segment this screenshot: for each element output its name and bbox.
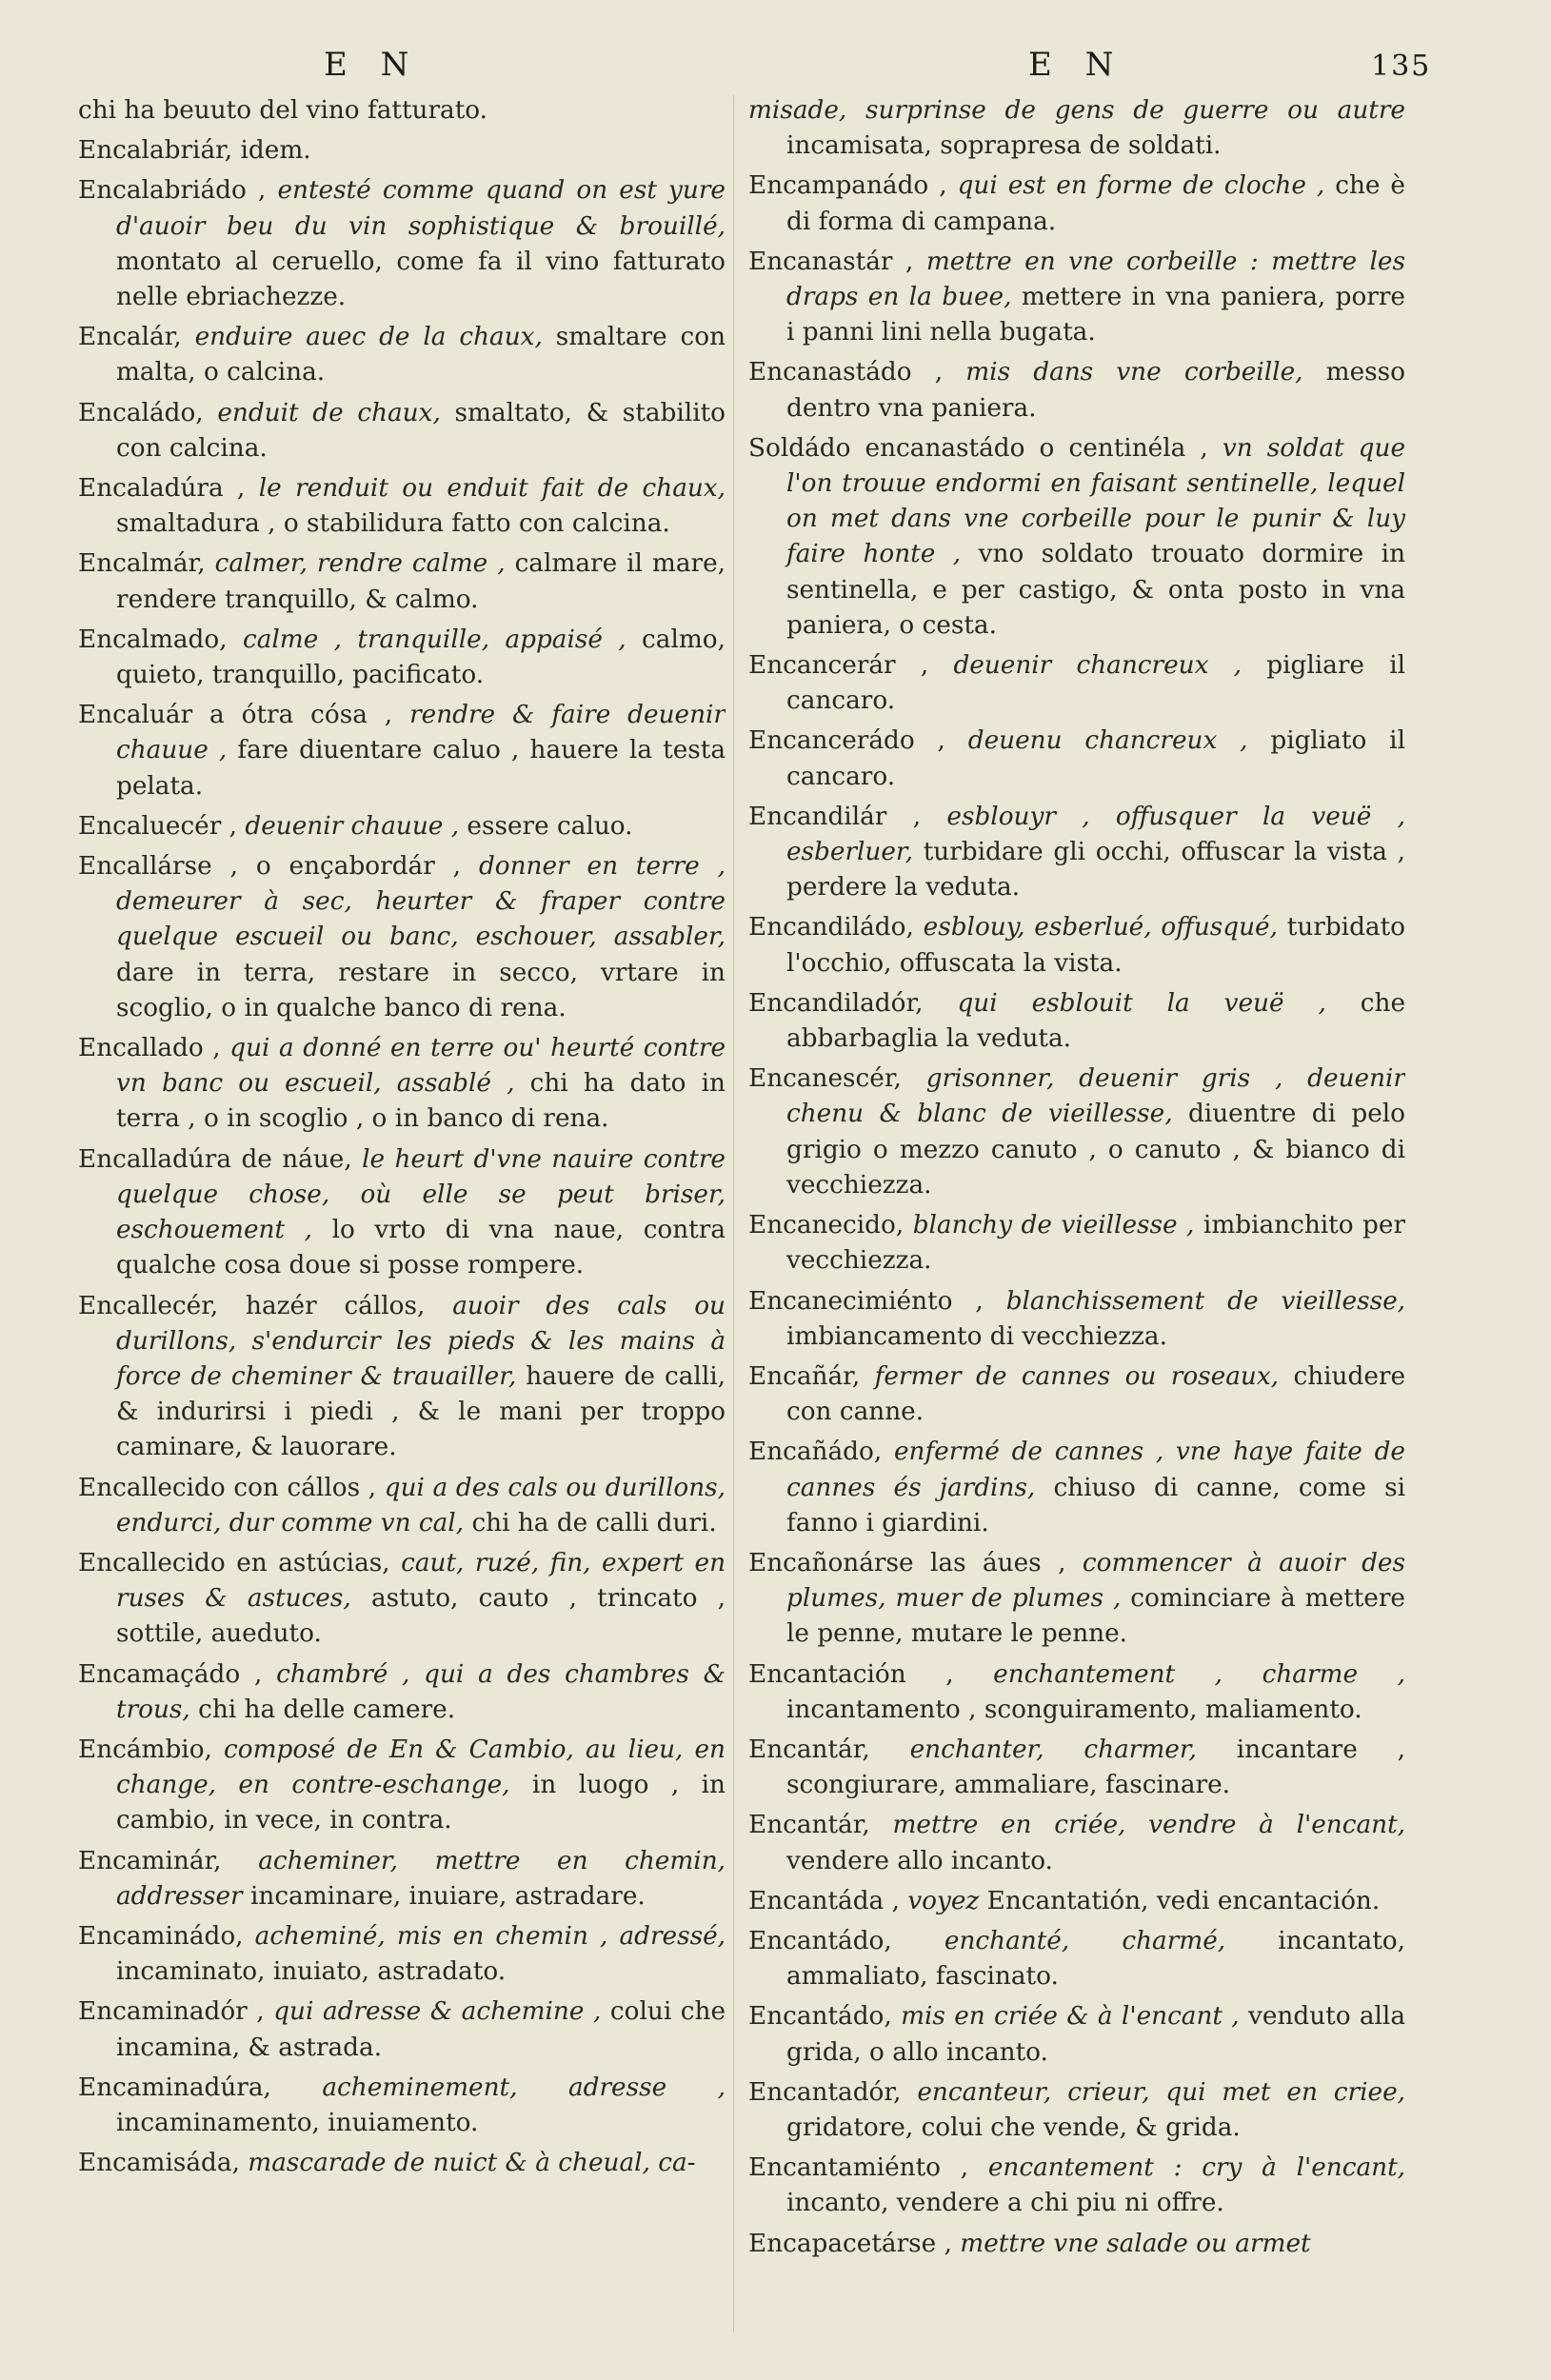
french-gloss: entesté comme quand on est yure d'auoir beu du vin sophistique & brouillé,	[116, 176, 726, 241]
dictionary-entry	[748, 1208, 1405, 1279]
italian-gloss: imbiancamento di vecchiezza.	[786, 1321, 1167, 1351]
dictionary-entry	[748, 648, 1405, 719]
dictionary-entry	[78, 1142, 726, 1284]
italian-gloss: messo dentro vna paniera.	[786, 358, 1405, 423]
french-gloss: donner en terre , demeurer à sec, heurter & fraper contre quelque escueil ou banc, eschouer, assabler,	[116, 852, 726, 952]
headword: Encalmado,	[78, 625, 228, 654]
italian-gloss: turbidato l'occhio, offuscata la vista.	[786, 913, 1405, 978]
french-gloss: voyez	[907, 1886, 980, 1915]
italian-gloss: smaltadura , o stabilidura fatto con calcina.	[116, 509, 670, 539]
italian-gloss: montato al ceruello, come fa il vino fatturato nelle ebriachezze.	[116, 247, 726, 312]
running-head-left: E N	[324, 46, 421, 84]
french-gloss: acheminer, mettre en chemin, addresser	[116, 1846, 726, 1911]
dictionary-entry	[748, 724, 1405, 794]
headword: Encalmár,	[78, 549, 206, 579]
headword: Encañádo,	[748, 1438, 883, 1467]
french-gloss: encantement : cry à l'encant,	[987, 2153, 1405, 2183]
headword: Encandilár ,	[748, 802, 922, 831]
dictionary-entry	[748, 1808, 1405, 1878]
french-gloss: auoir des cals ou durillons, s'endurcir les pieds & les mains à force de cheminer & trauailler,	[116, 1291, 726, 1391]
dictionary-entry	[748, 169, 1405, 239]
french-gloss: enfermé de cannes , vne haye faite de cannes és jardins,	[786, 1438, 1405, 1502]
dictionary-entry	[748, 1999, 1405, 2070]
french-gloss: mettre en criée, vendre à l'encant,	[892, 1811, 1405, 1840]
dictionary-entry	[748, 1657, 1405, 1728]
headword: Encaluár a ótra cósa ,	[78, 701, 393, 730]
french-gloss: qui a donné en terre ou' heurté contre vn banc ou escueil, assablé ,	[116, 1034, 726, 1099]
dictionary-entry	[78, 546, 726, 617]
italian-gloss: imbianchito per vecchiezza.	[786, 1211, 1405, 1276]
page-number: 135	[1371, 50, 1432, 83]
italian-gloss: essere caluo.	[467, 811, 633, 841]
italian-gloss: mettere in vna paniera, porre i panni lini nella bugata.	[786, 283, 1405, 347]
dictionary-entry	[748, 1733, 1405, 1803]
french-gloss: calmer, rendre calme ,	[214, 549, 506, 579]
french-gloss: qui est en forme de cloche ,	[957, 171, 1325, 201]
dictionary-entry	[78, 1546, 726, 1653]
italian-gloss: lo vrto di vna naue, contra qualche cosa doue si posse rompere.	[116, 1216, 726, 1280]
italian-gloss: venduto alla grida, o allo incanto.	[786, 2002, 1405, 2067]
headword: chi ha beuuto del vino fatturato.	[78, 96, 488, 125]
dictionary-entry	[78, 396, 726, 466]
dictionary-entry	[748, 1284, 1405, 1355]
headword: Encallecido en astúcias,	[78, 1548, 390, 1577]
headword: Encaládo,	[78, 398, 204, 427]
dictionary-entry	[78, 1733, 726, 1839]
headword: Encantamiénto ,	[748, 2153, 969, 2183]
french-gloss: chambré , qui a des chambres & trous,	[116, 1659, 726, 1724]
french-gloss: caut, ruzé, fin, expert en ruses & astuces,	[116, 1548, 726, 1614]
french-gloss: fermer de cannes ou roseaux,	[874, 1361, 1280, 1391]
italian-gloss: incaminamento, inuiamento.	[116, 2108, 479, 2137]
headword: Encámbio,	[78, 1735, 212, 1764]
dictionary-entry	[748, 910, 1405, 981]
headword: Encalladúra de náue,	[78, 1144, 352, 1174]
dictionary-entry	[748, 2075, 1405, 2146]
italian-gloss: turbidare gli occhi, offuscar la vista , perdere la veduta.	[786, 838, 1405, 902]
french-gloss: blanchissement de vieillesse,	[1005, 1286, 1405, 1316]
dictionary-entry	[748, 1924, 1405, 1994]
italian-gloss: cominciare à mettere le penne, mutare le penne.	[786, 1584, 1405, 1649]
italian-gloss: incantato, ammaliato, fascinato.	[786, 1926, 1405, 1992]
french-gloss: enduit de chaux,	[217, 398, 441, 427]
italian-gloss: Encantatión, vedi encantación.	[986, 1886, 1381, 1915]
italian-gloss: calmare il mare, rendere tranquillo, & calmo.	[116, 549, 726, 614]
dictionary-entry	[748, 2151, 1405, 2221]
dictionary-entry	[78, 2071, 726, 2141]
french-gloss: le heurt d'vne nauire contre quelque chose, où elle se peut briser, eschouement ,	[116, 1144, 726, 1245]
french-gloss: mis dans vne corbeille,	[965, 358, 1303, 387]
headword: Encamisáda,	[78, 2149, 240, 2178]
french-gloss: mettre vne salade ou armet	[960, 2229, 1311, 2258]
headword: Encaminár,	[78, 1846, 222, 1875]
french-gloss: rendre & faire deuenir chauue ,	[116, 701, 726, 765]
french-gloss: commencer à auoir des plumes, muer de plumes ,	[786, 1548, 1405, 1614]
french-gloss: mis en criée & à l'encant ,	[901, 2002, 1240, 2032]
italian-gloss: vno soldato trouato dormire in sentinella, e per castigo, & onta posto in vna paniera, o cesta.	[786, 540, 1405, 640]
headword: Encaminádo,	[78, 1921, 244, 1951]
headword: Encantación ,	[748, 1659, 954, 1689]
dictionary-entry	[78, 1471, 726, 1541]
dictionary-entry	[748, 1884, 1405, 1919]
headword: Encancerádo ,	[748, 726, 945, 756]
dictionary-entry	[78, 1844, 726, 1914]
headword: Encancerár ,	[748, 651, 929, 681]
french-gloss: le renduit ou enduit fait de chaux,	[258, 474, 726, 504]
italian-gloss: gridatore, colui che vende, & grida.	[786, 2112, 1241, 2142]
french-gloss: blanchy de vieillesse ,	[912, 1211, 1195, 1240]
headword: Encaminadór ,	[78, 1997, 265, 2027]
french-gloss: deuenu chancreux ,	[967, 726, 1248, 756]
dictionary-entry	[748, 986, 1405, 1057]
headword: Soldádo encanastádo o centinéla ,	[748, 433, 1208, 463]
headword: Encallárse , o ençabordár ,	[78, 852, 462, 882]
french-gloss: deuenir chauue ,	[245, 811, 460, 841]
dictionary-entry	[78, 698, 726, 804]
dictionary-entry	[748, 1061, 1405, 1203]
dictionary-entry	[748, 93, 1405, 164]
french-gloss: acheminement, adresse ,	[322, 2073, 726, 2102]
headword: Encandiladór,	[748, 988, 924, 1018]
italian-gloss: diuentre di pelo grigio o mezzo canuto , o canuto , & bianco di vecchiezza.	[786, 1100, 1405, 1200]
headword: Encañonárse las áues ,	[748, 1548, 1066, 1577]
italian-gloss: chi ha de calli duri.	[471, 1508, 717, 1537]
italian-gloss: incaminato, inuiato, astradato.	[116, 1957, 507, 1987]
headword: Encantáda ,	[748, 1886, 900, 1915]
french-gloss: encanteur, crieur, qui met en criee,	[917, 2077, 1405, 2107]
french-gloss: grisonner, deuenir gris , deuenir chenu & blanc de vieillesse,	[786, 1064, 1405, 1129]
french-gloss: qui a des cals ou durillons, endurci, dur comme vn cal,	[116, 1473, 726, 1537]
french-gloss: misade, surprinse de gens de guerre ou autre	[748, 96, 1405, 125]
french-gloss: enchanter, charmer,	[909, 1735, 1197, 1764]
headword: Encallado ,	[78, 1034, 221, 1063]
headword: Encanastádo ,	[748, 358, 944, 387]
headword: Encañár,	[748, 1361, 861, 1391]
headword: Encanastár ,	[748, 247, 914, 276]
dictionary-entry	[78, 320, 726, 390]
headword: Encaluecér ,	[78, 811, 238, 841]
french-gloss: acheminé, mis en chemin , adressé,	[254, 1921, 726, 1951]
french-gloss: enduire auec de la chaux,	[194, 323, 543, 352]
dictionary-entry	[78, 93, 726, 129]
headword: Encantár,	[748, 1811, 870, 1840]
headword: Encantádo,	[748, 2002, 892, 2032]
italian-gloss: chi ha delle camere.	[198, 1695, 456, 1724]
french-gloss: esblouy, esberlué, offusqué,	[923, 913, 1278, 942]
dictionary-entry	[78, 809, 726, 844]
right-column	[748, 93, 1405, 2350]
italian-gloss: in luogo , in cambio, in vece, in contra.	[116, 1771, 726, 1835]
headword: Encallecido con cállos ,	[78, 1473, 377, 1502]
dictionary-entry	[748, 355, 1405, 426]
french-gloss: deuenir chancreux ,	[953, 651, 1242, 681]
dictionary-entry	[78, 849, 726, 1026]
french-gloss: mettre en vne corbeille : mettre les draps en la buee,	[786, 247, 1405, 312]
italian-gloss: pigliare il cancaro.	[786, 651, 1405, 716]
dictionary-entry	[78, 1289, 726, 1466]
dictionary-entry	[78, 623, 726, 693]
dictionary-entry	[78, 1994, 726, 2065]
italian-gloss: pigliato il cancaro.	[786, 726, 1405, 791]
dictionary-entry	[748, 2227, 1405, 2262]
italian-gloss: smaltare con malta, o calcina.	[116, 323, 726, 387]
italian-gloss: chi ha dato in terra , o in scoglio , o in banco di rena.	[116, 1069, 726, 1134]
french-gloss: enchantement , charme ,	[993, 1659, 1405, 1689]
dictionary-entry	[78, 1919, 726, 1990]
dictionary-entry	[748, 800, 1405, 906]
french-gloss: calme , tranquille, appaisé ,	[242, 625, 626, 654]
headword: Encandiládo,	[748, 913, 914, 942]
italian-gloss: chiuso di canne, come si fanno i giardini.	[786, 1473, 1405, 1537]
italian-gloss: che abbarbaglia la veduta.	[786, 988, 1405, 1054]
headword: Encantár,	[748, 1735, 870, 1764]
italian-gloss: vendere allo incanto.	[786, 1846, 1053, 1875]
italian-gloss: incanto, vendere a chi piu ni offre.	[786, 2189, 1224, 2218]
headword: Encaminadúra,	[78, 2073, 271, 2102]
dictionary-entry	[78, 173, 726, 315]
headword: Encanecimiénto ,	[748, 1286, 984, 1316]
headword: Encalabriádo ,	[78, 176, 267, 206]
italian-gloss: dare in terra, restare in secco, vrtare in scoglio, o in qualche banco di rena.	[116, 958, 726, 1022]
dictionary-entry	[78, 133, 726, 169]
dictionary-entry	[748, 1435, 1405, 1541]
headword: Encallecér, hazér cállos,	[78, 1291, 426, 1320]
italian-gloss: calmo, quieto, tranquillo, pacificato.	[116, 625, 726, 690]
french-gloss: qui adresse & achemine ,	[273, 1997, 602, 2027]
headword: Encantádo,	[748, 1926, 892, 1955]
italian-gloss: incantare , scongiurare, ammaliare, fascinare.	[786, 1735, 1405, 1800]
dictionary-entry	[748, 1359, 1405, 1430]
running-head-right: E N	[1028, 46, 1125, 84]
dictionary-entry	[748, 1546, 1405, 1653]
dictionary-entry	[78, 471, 726, 542]
headword: Encalabriár, idem.	[78, 136, 311, 166]
french-gloss: enchanté, charmé,	[944, 1926, 1226, 1955]
dictionary-entry	[78, 1657, 726, 1728]
italian-gloss: che è di forma di campana.	[786, 171, 1405, 236]
dictionary-entry	[78, 2146, 726, 2181]
dictionary-entry	[748, 431, 1405, 644]
headword: Encantadór,	[748, 2077, 902, 2107]
dictionary-entry	[748, 245, 1405, 351]
column-divider	[733, 95, 734, 2332]
french-gloss: vn soldat que l'on trouue endormi en faisant sentinelle, lequel on met dans vne corbeille pour le punir & luy faire honte ,	[786, 433, 1405, 569]
italian-gloss: smaltato, & stabilito con calcina.	[116, 398, 726, 463]
italian-gloss: hauere de calli, & indurirsi i piedi , & le mani per troppo caminare, & lauorare.	[116, 1361, 726, 1462]
french-gloss: esblouyr , offusquer la veuë , esberluer,	[786, 802, 1405, 867]
headword: Encamaçádo ,	[78, 1659, 263, 1689]
headword: Encanecido,	[748, 1211, 905, 1240]
left-column	[78, 93, 726, 2350]
italian-gloss: chiudere con canne.	[786, 1361, 1405, 1427]
headword: Encanescér,	[748, 1064, 902, 1094]
italian-gloss: incantamento , sconguiramento, maliamento.	[786, 1695, 1362, 1724]
italian-gloss: incamisata, soprapresa de soldati.	[786, 131, 1222, 161]
italian-gloss: colui che incamina, & astrada.	[116, 1997, 726, 2062]
headword: Encampanádo ,	[748, 171, 947, 201]
french-gloss: mascarade de nuict & à cheual, ca-	[248, 2149, 696, 2178]
headword: Encalár,	[78, 323, 182, 352]
headword: Encapacetárse ,	[748, 2229, 952, 2258]
french-gloss: composé de En & Cambio, au lieu, en change, en contre-eschange,	[116, 1735, 726, 1800]
headword: Encaladúra ,	[78, 474, 246, 504]
dictionary-entry	[78, 1031, 726, 1138]
french-gloss: qui esblouit la veuë ,	[957, 988, 1326, 1018]
italian-gloss: fare diuentare caluo , hauere la testa pelata.	[116, 736, 726, 801]
italian-gloss: astuto, cauto , trincato , sottile, aueduto.	[116, 1584, 726, 1649]
italian-gloss: incaminare, inuiare, astradare.	[249, 1881, 646, 1911]
